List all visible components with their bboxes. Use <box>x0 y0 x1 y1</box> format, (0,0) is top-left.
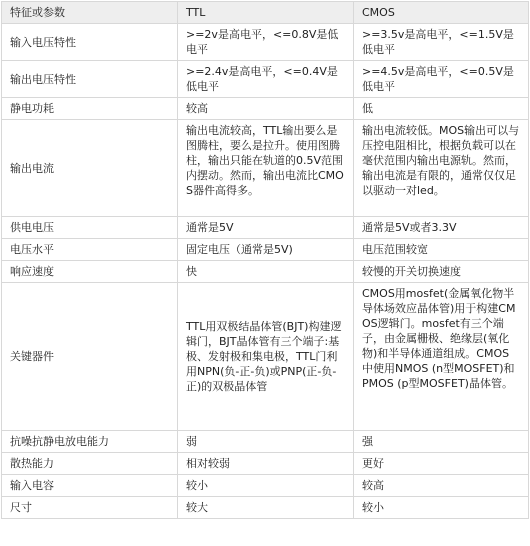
feature-cell: 供电电压 <box>2 217 178 239</box>
cmos-cell: 较慢的开关切换速度 <box>354 261 529 283</box>
table-row <box>2 239 529 261</box>
table-row <box>2 217 529 239</box>
cmos-cell: 较小 <box>354 497 529 519</box>
ttl-cell: 输出电流较高，TTL输出要么是图腾柱，要么是拉升。使用图腾柱，输出只能在轨道的0.5V范围内摆动。然而，输出电流比CMOS器件高得多。 <box>178 120 354 217</box>
table-row <box>2 431 529 453</box>
feature-cell: 输入电压特性 <box>2 24 178 61</box>
ttl-cell: >=2v是高电平，<=0.8V是低电平 <box>178 24 354 61</box>
feature-cell: 抗噪抗静电放电能力 <box>2 431 178 453</box>
cmos-cell: 通常是5V或者3.3V <box>354 217 529 239</box>
header-cmos: CMOS <box>354 2 529 24</box>
ttl-cmos-comparison-table <box>1 1 529 519</box>
cmos-cell: 更好 <box>354 453 529 475</box>
table-row <box>2 24 529 61</box>
cmos-cell: CMOS用mosfet(金属氧化物半导体场效应晶体管)用于构建CMOS逻辑门。mosfet有三个端子，由金属栅极、绝缘层(氧化物)和半导体通道组成。CMOS中使用NMOS (n型MOSFET)和PMOS (p型MOSFET)晶体管。 <box>354 283 529 431</box>
cmos-cell: 较高 <box>354 475 529 497</box>
cmos-cell: 低 <box>354 98 529 120</box>
feature-cell: 尺寸 <box>2 497 178 519</box>
table-row <box>2 453 529 475</box>
cmos-cell: 电压范围较宽 <box>354 239 529 261</box>
feature-cell: 关键器件 <box>2 283 178 431</box>
table-header-row <box>2 2 529 24</box>
ttl-cell: 弱 <box>178 431 354 453</box>
ttl-cell: 较大 <box>178 497 354 519</box>
table-row <box>2 98 529 120</box>
cmos-cell: 输出电流较低。MOS输出可以与压控电阻相比，根据负载可以在毫伏范围内输出电源轨。然而，输出电流是有限的，通常仅仅足以驱动一对led。 <box>354 120 529 217</box>
ttl-cell: 固定电压（通常是5V) <box>178 239 354 261</box>
table-row <box>2 283 529 431</box>
ttl-cell: TTL用双极结晶体管(BJT)构建逻辑门，BJT晶体管有三个端子:基极、发射极和集电极，TTL门利用NPN(负-正-负)或PNP(正-负-正)的双极晶体管 <box>178 283 354 431</box>
ttl-cell: 较小 <box>178 475 354 497</box>
feature-cell: 响应速度 <box>2 261 178 283</box>
table-row <box>2 61 529 98</box>
ttl-cell: 较高 <box>178 98 354 120</box>
header-ttl: TTL <box>178 2 354 24</box>
ttl-cell: 快 <box>178 261 354 283</box>
feature-cell: 散热能力 <box>2 453 178 475</box>
header-feature: 特征或参数 <box>2 2 178 24</box>
feature-cell: 静电功耗 <box>2 98 178 120</box>
table-row <box>2 120 529 217</box>
cmos-cell: >=4.5v是高电平，<=0.5V是低电平 <box>354 61 529 98</box>
feature-cell: 电压水平 <box>2 239 178 261</box>
table-row <box>2 475 529 497</box>
table-row <box>2 497 529 519</box>
ttl-cell: 通常是5V <box>178 217 354 239</box>
ttl-cell: >=2.4v是高电平，<=0.4V是低电平 <box>178 61 354 98</box>
cmos-cell: >=3.5v是高电平，<=1.5V是低电平 <box>354 24 529 61</box>
cmos-cell: 强 <box>354 431 529 453</box>
feature-cell: 输入电容 <box>2 475 178 497</box>
table-row <box>2 261 529 283</box>
feature-cell: 输出电压特性 <box>2 61 178 98</box>
feature-cell: 输出电流 <box>2 120 178 217</box>
comparison-table-container <box>1 1 529 519</box>
ttl-cell: 相对较弱 <box>178 453 354 475</box>
